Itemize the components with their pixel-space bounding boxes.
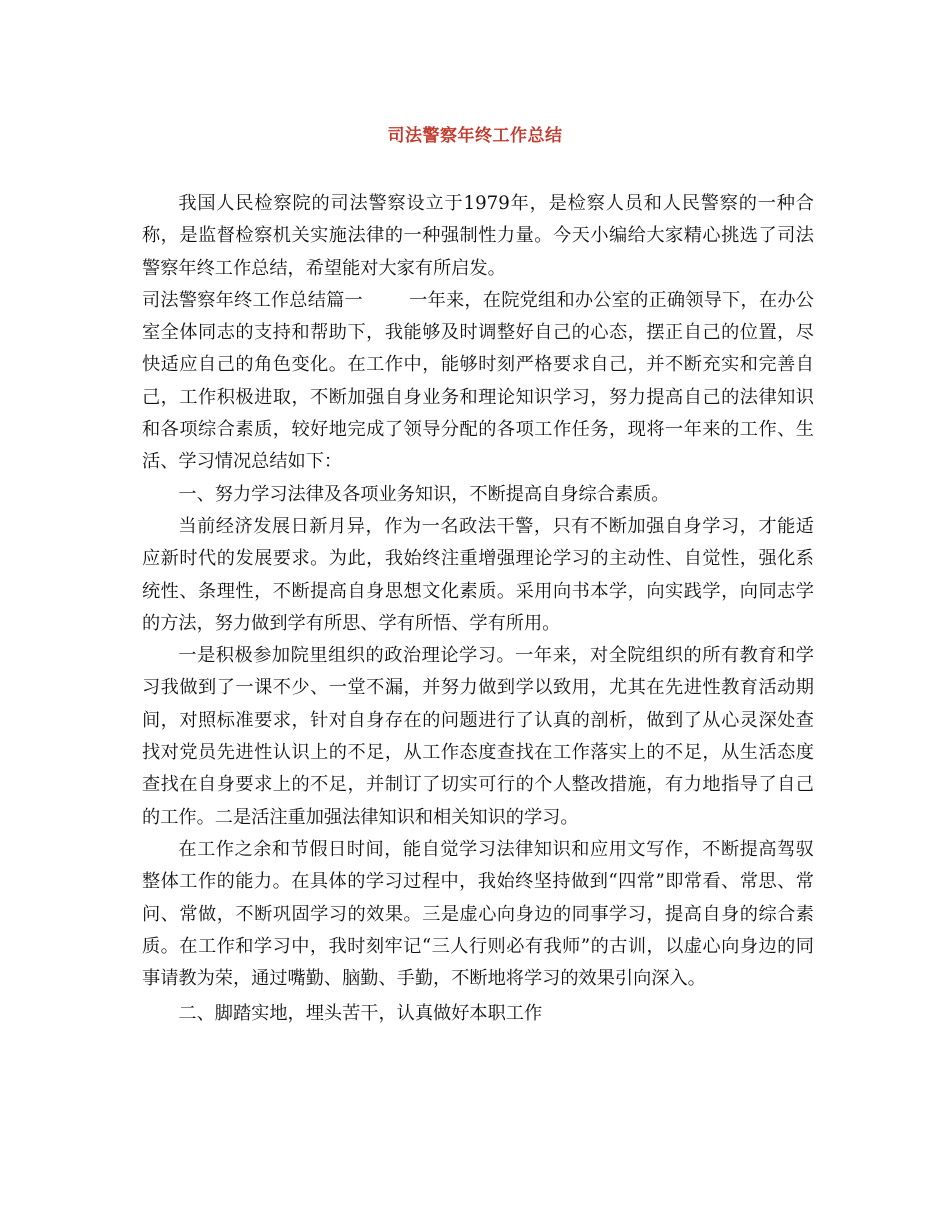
paragraph-2: 一是积极参加院里组织的政治理论学习。一年来，对全院组织的所有教育和学习我做到了一课不少、一堂不漏，并努力做到学以致用，尤其在先进性教育活动期间，对照标准要求，针对自身存在的问题进行了认真的剖析，做到了从心灵深处查找对党员先进性认识上的不足，从工作态度查找在工作落实上的不足，从生活态度查找在自身要求上的不足，并制订了切实可行的个人整改措施，有力地指导了自己的工作。二是活注重加强法律知识和相关知识的学习。 [142,645,814,828]
section-heading-2: 二、脚踏实地，埋头苦干，认真做好本职工作 [178,1003,543,1025]
document-title: 司法警察年终工作总结 [387,126,563,146]
part-label: 司法警察年终工作总结篇一 [142,289,363,311]
section-heading-1: 一、努力学习法律及各项业务知识，不断提高自身综合素质。 [178,483,670,505]
paragraph-3: 在工作之余和节假日时间，能自觉学习法律知识和应用文写作，不断提高驾驭整体工作的能力。在具体的学习过程中，我始终坚持做到“四常”即常看、常思、常问、常做，不断巩固学习的效果。三是虚心向身边的同事学习，提高自身的综合素质。在工作和学习中，我时刻牢记“三人行则必有我师”的古训，以虚心向身边的同事请教为荣，通过嘴勤、脑勤、手勤，不断地将学习的效果引向深入。 [142,838,814,990]
document-body [142,188,814,1031]
part-one-paragraph [142,285,814,479]
part-first-paragraph: 一年来，在院党组和办公室的正确领导下，在办公室全体同志的支持和帮助下，我能够及时调整好自己的心态，摆正自己的位置，尽快适应自己的角色变化。在工作中，能够时刻严格要求自己，并不断充实和完善自己，工作积极进取，不断加强自身业务和理论知识学习，努力提高自己的法律知识和各项综合素质，较好地完成了领导分配的各项工作任务，现将一年来的工作、生活、学习情况总结如下： [142,289,814,473]
intro-paragraph: 我国人民检察院的司法警察设立于1979年，是检察人员和人民警察的一种合称，是监督检察机关实施法律的一种强制性力量。今天小编给大家精心挑选了司法警察年终工作总结，希望能对大家有所启发。 [142,193,814,279]
paragraph-1: 当前经济发展日新月异，作为一名政法干警，只有不断加强自身学习，才能适应新时代的发展要求。为此，我始终注重增强理论学习的主动性、自觉性，强化系统性、条理性，不断提高自身思想文化素质。采用向书本学，向实践学，向同志学的方法，努力做到学有所思、学有所悟、学有所用。 [142,515,814,634]
